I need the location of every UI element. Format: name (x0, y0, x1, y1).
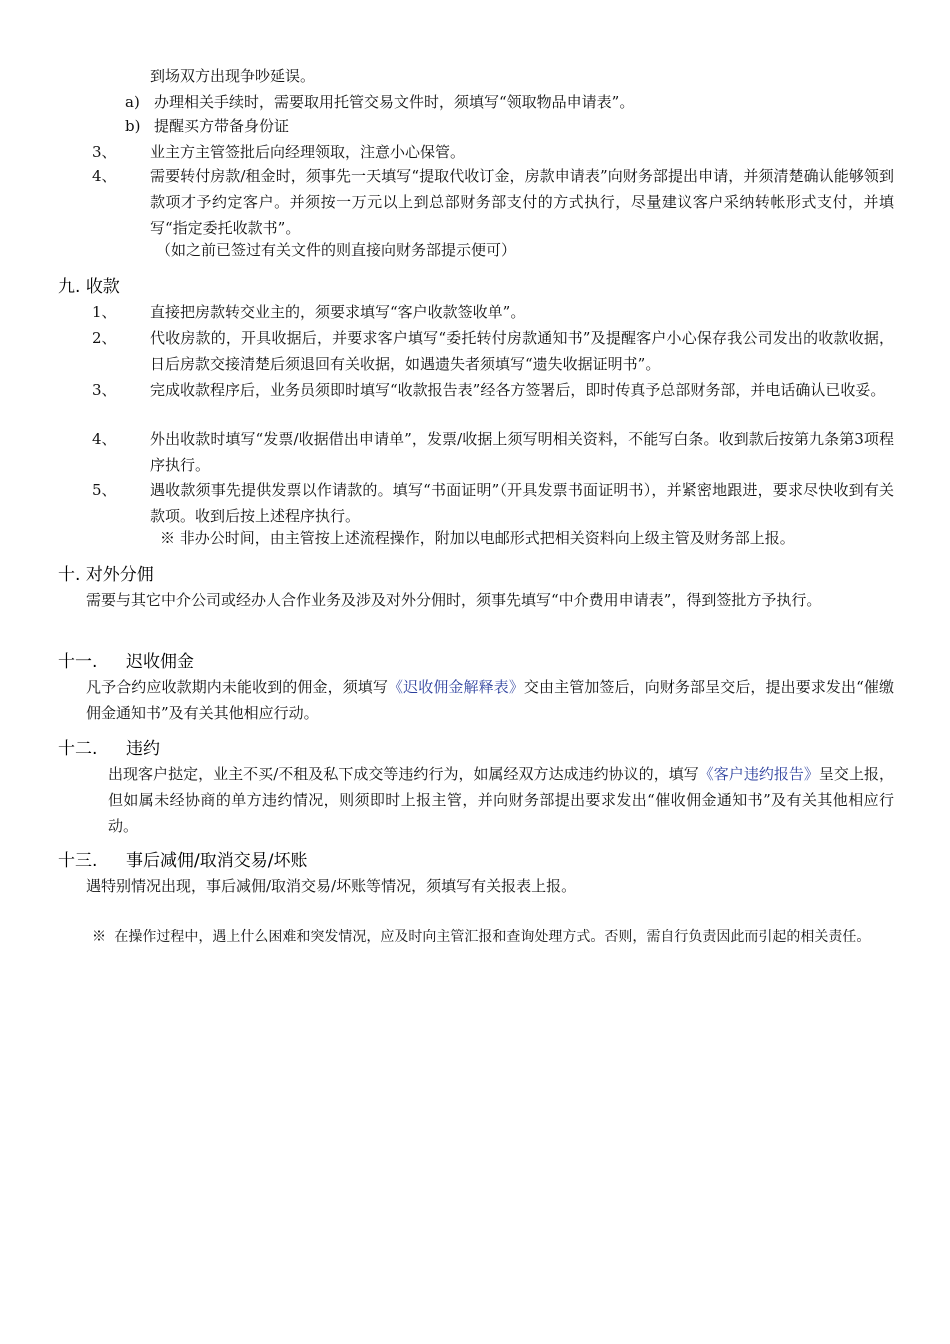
section-10-number: 十. (58, 565, 81, 585)
section-13-heading (58, 850, 307, 872)
section-11-heading (58, 651, 194, 673)
sec9-item-4-number: 4、 (92, 430, 117, 448)
section-9-title: 收款 (85, 277, 120, 297)
section-10-title: 对外分佣 (85, 565, 154, 585)
section-9-number: 九. (58, 277, 81, 297)
sub-item-a-marker: a) (125, 93, 140, 111)
sec9-note: ※ 非办公时间，由主管按上述流程操作，附加以电邮形式把相关资料向上级主管及财务部上报。 (160, 529, 795, 547)
sec9-item-5-text: 遇收款须事先提供发票以作请款的。填写“书面证明”（开具发票书面证明书），并紧密地跟进，要求尽快收到有关款项。收到后按上述程序执行。 (150, 481, 894, 525)
footer-note: ※ 在操作过程中，遇上什么困难和突发情况，应及时向主管汇报和查询处理方式。否则，需自行负责因此而引起的相关责任。 (92, 929, 871, 945)
sec9-item-3-number: 3、 (92, 381, 117, 399)
item-4-text: 需要转付房款/租金时，须事先一天填写“提取代收订金，房款申请表”向财务部提出申请，并须清楚确认能够领到款项才予约定客户。并须按一万元以上到总部财务部支付的方式执行，尽量建议客户采纳转帐形式支付，并填写“指定委托收款书”。 (150, 167, 894, 237)
section-11-number: 十一. (58, 652, 98, 672)
section-11-text-after: 交由主管加签后，向财务部呈交后，提出要求发出“催缴佣金通知书”及有关其他相应行动。 (86, 678, 894, 722)
late-commission-form-link[interactable]: 《迟收佣金解释表》 (388, 678, 524, 696)
section-11-title: 迟收佣金 (126, 652, 194, 672)
sec9-item-1-text: 直接把房款转交业主的，须要求填写“客户收款签收单”。 (150, 303, 526, 321)
sub-item-b-marker: b) (125, 117, 141, 135)
section-12-text-after: 呈交上报，但如属未经协商的单方违约情况，则须即时上报主管，并向财务部提出要求发出“催收佣金通知书”及有关其他相应行动。 (108, 765, 894, 835)
item-3-number: 3、 (92, 143, 117, 161)
sec9-item-3-text: 完成收款程序后，业务员须即时填写“收款报告表”经各方签署后，即时传真予总部财务部，并电话确认已收妥。 (150, 381, 886, 399)
client-breach-report-link[interactable]: 《客户违约报告》 (698, 765, 819, 783)
section-11-text-before: 凡予合约应收款期内未能收到的佣金，须填写 (86, 678, 389, 696)
section-12-text-before: 出现客户挞定，业主不买/不租及私下成交等违约行为，如属经双方达成违约协议的，填写 (108, 765, 699, 783)
section-9-heading (58, 276, 120, 298)
sub-item-b-text: 提醒买方带备身份证 (154, 117, 290, 135)
section-12-title: 违约 (126, 739, 160, 759)
item-4-number: 4、 (92, 167, 117, 185)
section-13-text: 遇特别情况出现，事后减佣/取消交易/坏账等情况，须填写有关报表上报。 (86, 877, 577, 895)
section-12-text (108, 761, 894, 839)
item-3-text: 业主方主管签批后向经理领取，注意小心保管。 (150, 143, 466, 161)
section-10-text (86, 587, 894, 613)
sec9-item-2-number: 2、 (92, 329, 117, 347)
sec9-item-2-text: 代收房款的，开具收据后，并要求客户填写“委托转付房款通知书”及提醒客户小心保存我公司发出的收款收据，日后房款交接清楚后须退回有关收据，如遇遗失者须填写“遗失收据证明书”。 (150, 329, 894, 373)
sec9-item-5-number: 5、 (92, 481, 117, 499)
item-4-note: （如之前已签过有关文件的则直接向财务部提示便可） (156, 241, 517, 259)
continued-line: 到场双方出现争吵延误。 (150, 67, 316, 85)
section-12-number: 十二. (58, 739, 98, 759)
section-12-heading (58, 738, 160, 760)
section-11-text (86, 674, 894, 726)
sec9-item-4-text: 外出收款时填写“发票/收据借出申请单”，发票/收据上须写明相关资料，不能写白条。收到款后按第九条第3项程序执行。 (150, 430, 894, 474)
sec9-item-1-number: 1、 (92, 303, 117, 321)
sub-item-a-text: 办理相关手续时，需要取用托管交易文件时，须填写“领取物品申请表”。 (154, 93, 635, 111)
section-10-text-content: 需要与其它中介公司或经办人合作业务及涉及对外分佣时，须事先填写“中介费用申请表”，得到签批方予执行。 (86, 591, 822, 609)
section-13-number: 十三. (58, 851, 98, 871)
section-10-heading (58, 564, 154, 586)
section-13-title: 事后减佣/取消交易/坏账 (126, 851, 308, 871)
